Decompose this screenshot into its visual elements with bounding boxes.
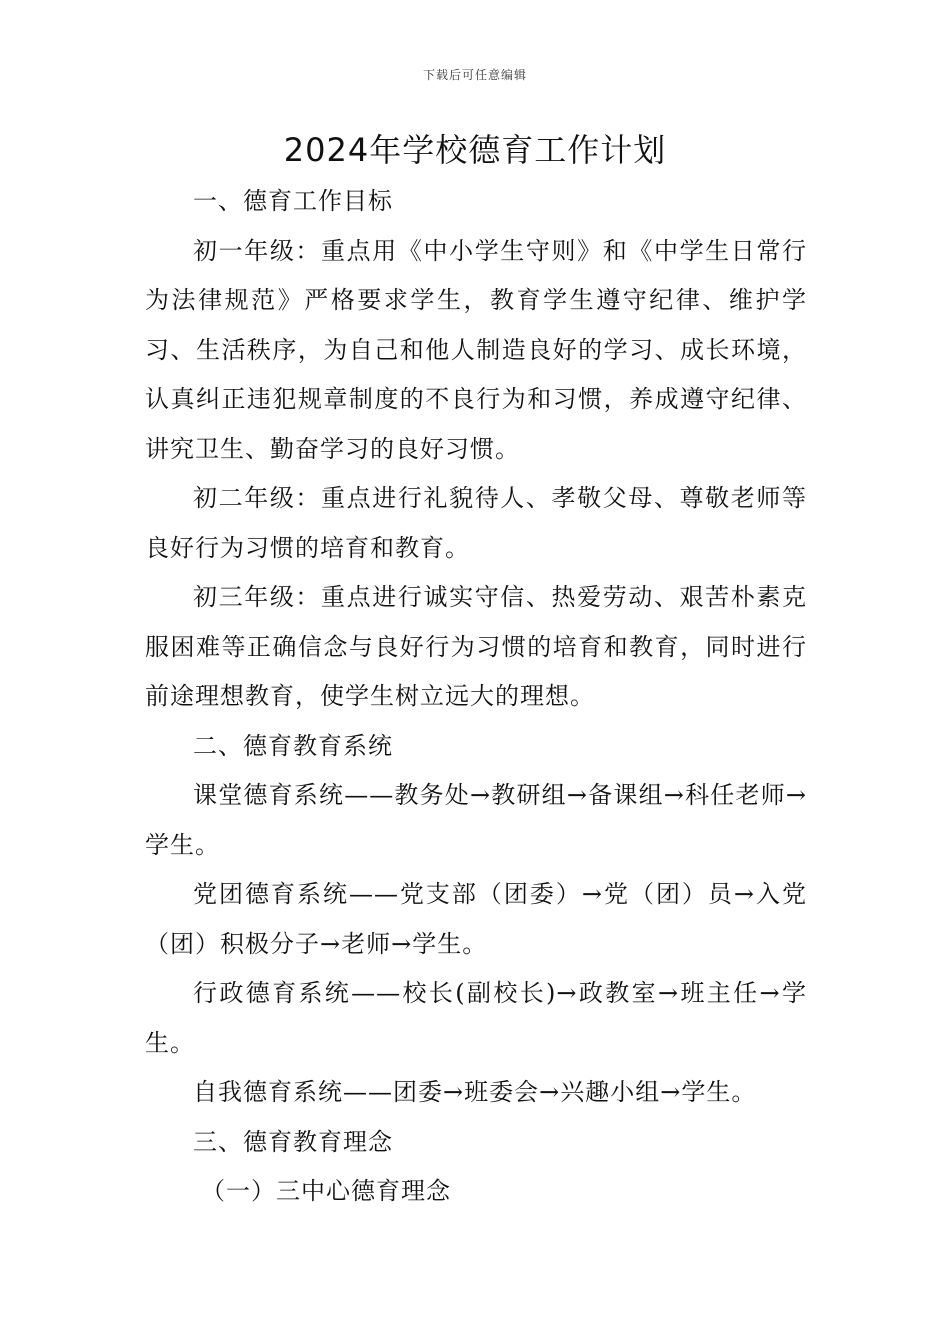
paragraph-party-system: 党团德育系统——党支部（团委）→党（团）员→入党（团）积极分子→老师→学生。 xyxy=(145,880,807,958)
paragraph-classroom-system: 课堂德育系统——教务处→教研组→备课组→科任老师→学生。 xyxy=(145,781,807,859)
section-heading-philosophy: 三、德育教育理念 xyxy=(193,1127,393,1156)
paragraph-grade-two: 初二年级：重点进行礼貌待人、孝敬父母、尊敬老师等良好行为习惯的培育和教育。 xyxy=(145,484,807,562)
paragraph-admin-system: 行政德育系统——校长(副校长)→政教室→班主任→学生。 xyxy=(145,979,807,1057)
document-body xyxy=(145,177,807,1217)
document-title: 2024年学校德育工作计划 xyxy=(283,131,667,169)
section-heading-system: 二、德育教育系统 xyxy=(193,731,393,760)
paragraph-grade-one: 初一年级：重点用《中小学生守则》和《中学生日常行为法律规范》严格要求学生，教育学生遵守纪律、维护学习、生活秩序，为自己和他人制造良好的学习、成长环境，认真纠正违犯规章制度的不良行为和习惯，养成遵守纪律、讲究卫生、勤奋学习的良好习惯。 xyxy=(145,236,807,463)
header-note: 下载后可任意编辑 xyxy=(422,68,527,82)
section-heading-goals: 一、德育工作目标 xyxy=(193,187,393,215)
subsection-heading-three-centers: （一）三中心德育理念 xyxy=(201,1177,451,1205)
paragraph-self-system: 自我德育系统——团委→班委会→兴趣小组→学生。 xyxy=(193,1078,757,1106)
paragraph-grade-three: 初三年级：重点进行诚实守信、热爱劳动、艰苦朴素克服困难等正确信念与良好行为习惯的培育和教育，同时进行前途理想教育，使学生树立远大的理想。 xyxy=(145,583,807,710)
